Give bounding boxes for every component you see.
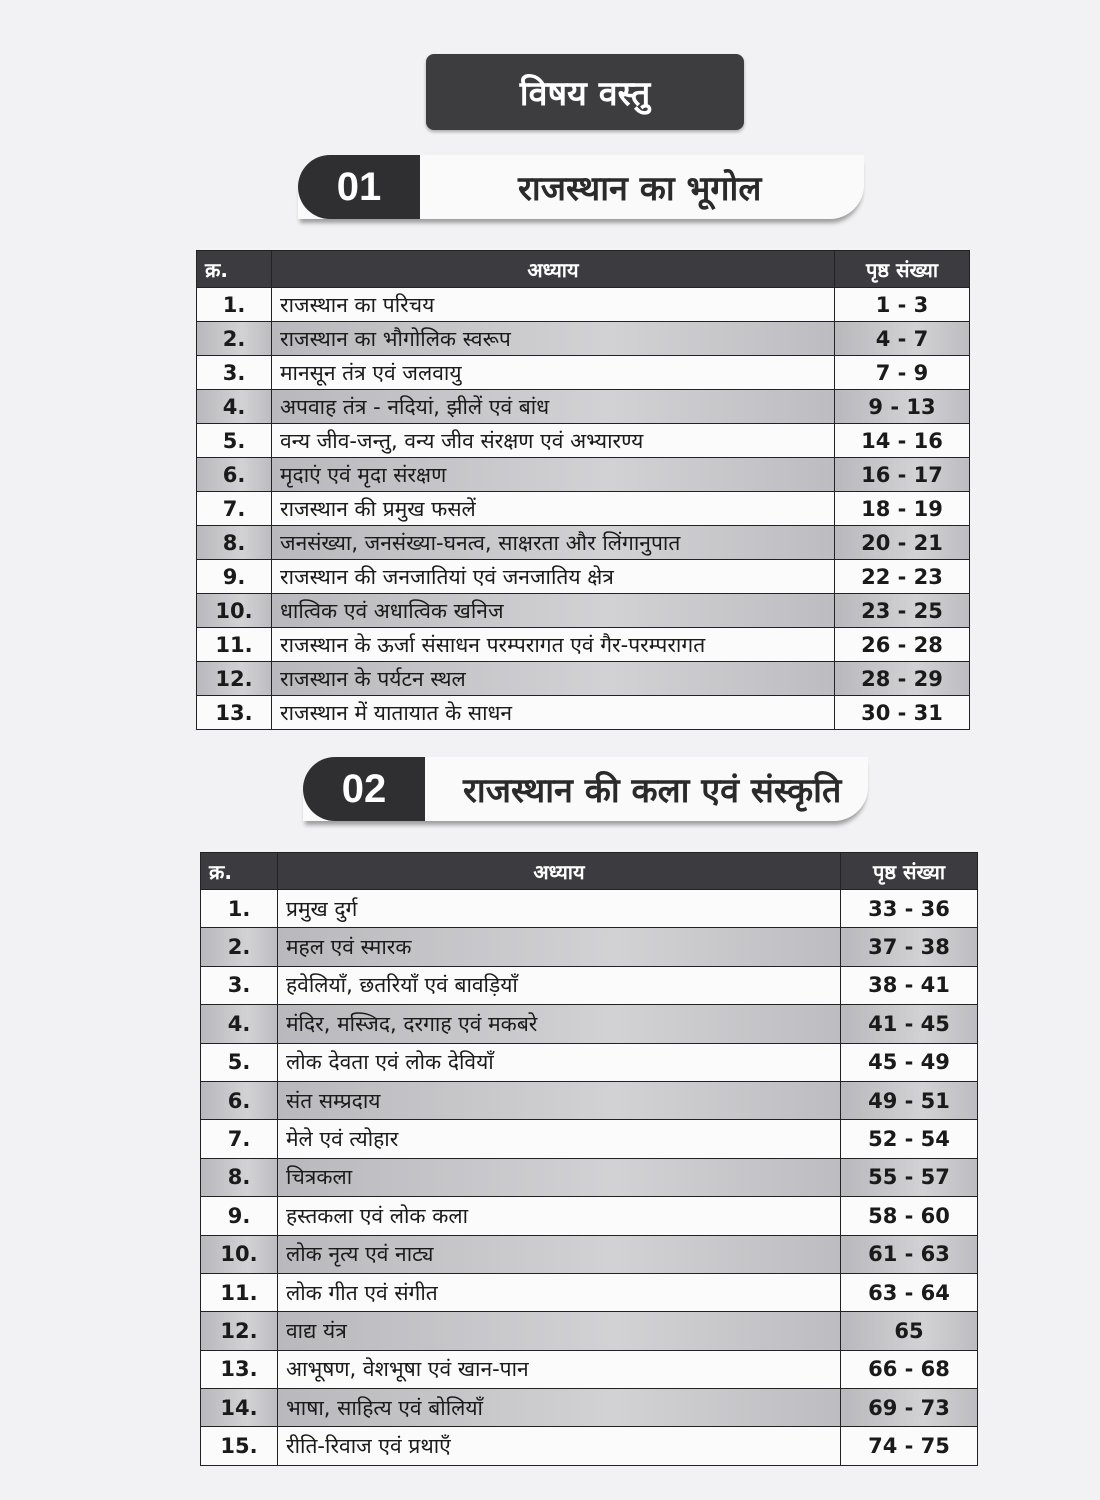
header-num: क्र. — [201, 853, 278, 890]
page-range: 49 - 51 — [841, 1081, 978, 1119]
chapter-number: 14. — [201, 1389, 278, 1427]
chapter-number: 1. — [201, 890, 278, 928]
chapter-number: 15. — [201, 1427, 278, 1465]
header-chapter: अध्याय — [278, 853, 841, 890]
table-row — [197, 560, 970, 594]
chapter-title: राजस्थान के ऊर्जा संसाधन परम्परागत एवं गैर-परम्परागत — [272, 628, 835, 662]
table-row — [197, 322, 970, 356]
chapter-number: 4. — [197, 390, 272, 424]
table-header — [201, 853, 978, 890]
chapter-number: 10. — [197, 594, 272, 628]
page-range: 52 - 54 — [841, 1120, 978, 1158]
table-row — [201, 1273, 978, 1311]
table-row — [201, 928, 978, 966]
chapters-table-2 — [200, 852, 978, 1466]
chapters-table-1 — [196, 250, 970, 730]
page-range: 16 - 17 — [835, 458, 970, 492]
chapter-title: जनसंख्या, जनसंख्या-घनत्व, साक्षरता और लिंगानुपात — [272, 526, 835, 560]
page-range: 30 - 31 — [835, 696, 970, 730]
chapter-title: मृदाएं एवं मृदा संरक्षण — [272, 458, 835, 492]
chapter-number: 6. — [201, 1081, 278, 1119]
table-row — [197, 662, 970, 696]
chapter-number: 3. — [201, 966, 278, 1004]
table-row — [201, 1005, 978, 1043]
chapter-number: 2. — [197, 322, 272, 356]
chapter-title: लोक देवता एवं लोक देवियाँ — [278, 1043, 841, 1081]
header-pages: पृष्ठ संख्या — [835, 251, 970, 288]
chapter-number: 10. — [201, 1235, 278, 1273]
chapter-title: वन्य जीव-जन्तु, वन्य जीव संरक्षण एवं अभ्यारण्य — [272, 424, 835, 458]
header-chapter: अध्याय — [272, 251, 835, 288]
chapter-number: 2. — [201, 928, 278, 966]
chapter-number: 3. — [197, 356, 272, 390]
chapter-title: संत सम्प्रदाय — [278, 1081, 841, 1119]
table-header — [197, 251, 970, 288]
table-row — [201, 1120, 978, 1158]
table-row — [197, 424, 970, 458]
chapter-title: हस्तकला एवं लोक कला — [278, 1197, 841, 1235]
chapter-title: राजस्थान के पर्यटन स्थल — [272, 662, 835, 696]
chapter-number: 12. — [201, 1312, 278, 1350]
chapter-number: 11. — [201, 1273, 278, 1311]
chapter-title: राजस्थान का भौगोलिक स्वरूप — [272, 322, 835, 356]
chapter-title: अपवाह तंत्र - नदियां, झीलें एवं बांध — [272, 390, 835, 424]
chapter-title: भाषा, साहित्य एवं बोलियाँ — [278, 1389, 841, 1427]
chapter-title: मंदिर, मस्जिद, दरगाह एवं मकबरे — [278, 1005, 841, 1043]
page-range: 18 - 19 — [835, 492, 970, 526]
chapter-title: राजस्थान की जनजातियां एवं जनजातिय क्षेत्र — [272, 560, 835, 594]
chapter-title: मेले एवं त्योहार — [278, 1120, 841, 1158]
chapter-number: 13. — [197, 696, 272, 730]
chapter-title: लोक नृत्य एवं नाट्य — [278, 1235, 841, 1273]
table-row — [197, 696, 970, 730]
header-pages: पृष्ठ संख्या — [841, 853, 978, 890]
page-range: 1 - 3 — [835, 288, 970, 322]
table-row — [197, 390, 970, 424]
page-range: 28 - 29 — [835, 662, 970, 696]
table-row — [201, 1158, 978, 1196]
page-range: 74 - 75 — [841, 1427, 978, 1465]
chapter-title: चित्रकला — [278, 1158, 841, 1196]
table-row — [201, 1197, 978, 1235]
chapter-title: मानसून तंत्र एवं जलवायु — [272, 356, 835, 390]
chapter-title: लोक गीत एवं संगीत — [278, 1273, 841, 1311]
table-row — [197, 458, 970, 492]
page-range: 9 - 13 — [835, 390, 970, 424]
chapter-number: 9. — [201, 1197, 278, 1235]
page-range: 55 - 57 — [841, 1158, 978, 1196]
page-range: 45 - 49 — [841, 1043, 978, 1081]
contents-title: विषय वस्तु — [426, 54, 744, 130]
section-banner-1 — [298, 155, 864, 219]
section-banner-2 — [303, 757, 868, 821]
page-range: 41 - 45 — [841, 1005, 978, 1043]
table-row — [201, 1312, 978, 1350]
section-title: राजस्थान की कला एवं संस्कृति — [463, 771, 842, 811]
page-range: 69 - 73 — [841, 1389, 978, 1427]
table-row — [197, 288, 970, 322]
chapter-title: रीति-रिवाज एवं प्रथाएँ — [278, 1427, 841, 1465]
table-row — [201, 1235, 978, 1273]
chapter-number: 1. — [197, 288, 272, 322]
page-range: 4 - 7 — [835, 322, 970, 356]
page-range: 63 - 64 — [841, 1273, 978, 1311]
chapter-title: वाद्य यंत्र — [278, 1312, 841, 1350]
page-range: 20 - 21 — [835, 526, 970, 560]
section-title: राजस्थान का भूगोल — [518, 169, 762, 209]
chapter-number: 8. — [201, 1158, 278, 1196]
page-range: 37 - 38 — [841, 928, 978, 966]
table-row — [197, 526, 970, 560]
section-number: 01 — [298, 155, 420, 219]
table-row — [201, 1043, 978, 1081]
table-row — [201, 1389, 978, 1427]
chapter-number: 12. — [197, 662, 272, 696]
table-row — [201, 1081, 978, 1119]
page-range: 65 — [841, 1312, 978, 1350]
chapter-title: प्रमुख दुर्ग — [278, 890, 841, 928]
table-row — [197, 628, 970, 662]
table-row — [197, 594, 970, 628]
section-number: 02 — [303, 757, 425, 821]
chapter-title: राजस्थान का परिचय — [272, 288, 835, 322]
page-range: 23 - 25 — [835, 594, 970, 628]
chapter-number: 7. — [201, 1120, 278, 1158]
table-row — [201, 1350, 978, 1388]
chapter-number: 11. — [197, 628, 272, 662]
table-row — [201, 1427, 978, 1465]
chapter-number: 5. — [197, 424, 272, 458]
chapter-title: राजस्थान में यातायात के साधन — [272, 696, 835, 730]
chapter-number: 7. — [197, 492, 272, 526]
chapter-number: 6. — [197, 458, 272, 492]
chapter-number: 9. — [197, 560, 272, 594]
header-num: क्र. — [197, 251, 272, 288]
chapter-title: महल एवं स्मारक — [278, 928, 841, 966]
chapter-title: हवेलियाँ, छतरियाँ एवं बावड़ियाँ — [278, 966, 841, 1004]
table-row — [201, 966, 978, 1004]
table-row — [201, 890, 978, 928]
chapter-number: 13. — [201, 1350, 278, 1388]
page-range: 22 - 23 — [835, 560, 970, 594]
page-range: 66 - 68 — [841, 1350, 978, 1388]
chapter-number: 4. — [201, 1005, 278, 1043]
chapter-number: 5. — [201, 1043, 278, 1081]
table-row — [197, 356, 970, 390]
page-range: 26 - 28 — [835, 628, 970, 662]
chapter-title: आभूषण, वेशभूषा एवं खान-पान — [278, 1350, 841, 1388]
page-range: 38 - 41 — [841, 966, 978, 1004]
chapter-title: धात्विक एवं अधात्विक खनिज — [272, 594, 835, 628]
page-range: 58 - 60 — [841, 1197, 978, 1235]
page-range: 14 - 16 — [835, 424, 970, 458]
table-row — [197, 492, 970, 526]
page-range: 61 - 63 — [841, 1235, 978, 1273]
page-range: 7 - 9 — [835, 356, 970, 390]
page-range: 33 - 36 — [841, 890, 978, 928]
chapter-title: राजस्थान की प्रमुख फसलें — [272, 492, 835, 526]
chapter-number: 8. — [197, 526, 272, 560]
